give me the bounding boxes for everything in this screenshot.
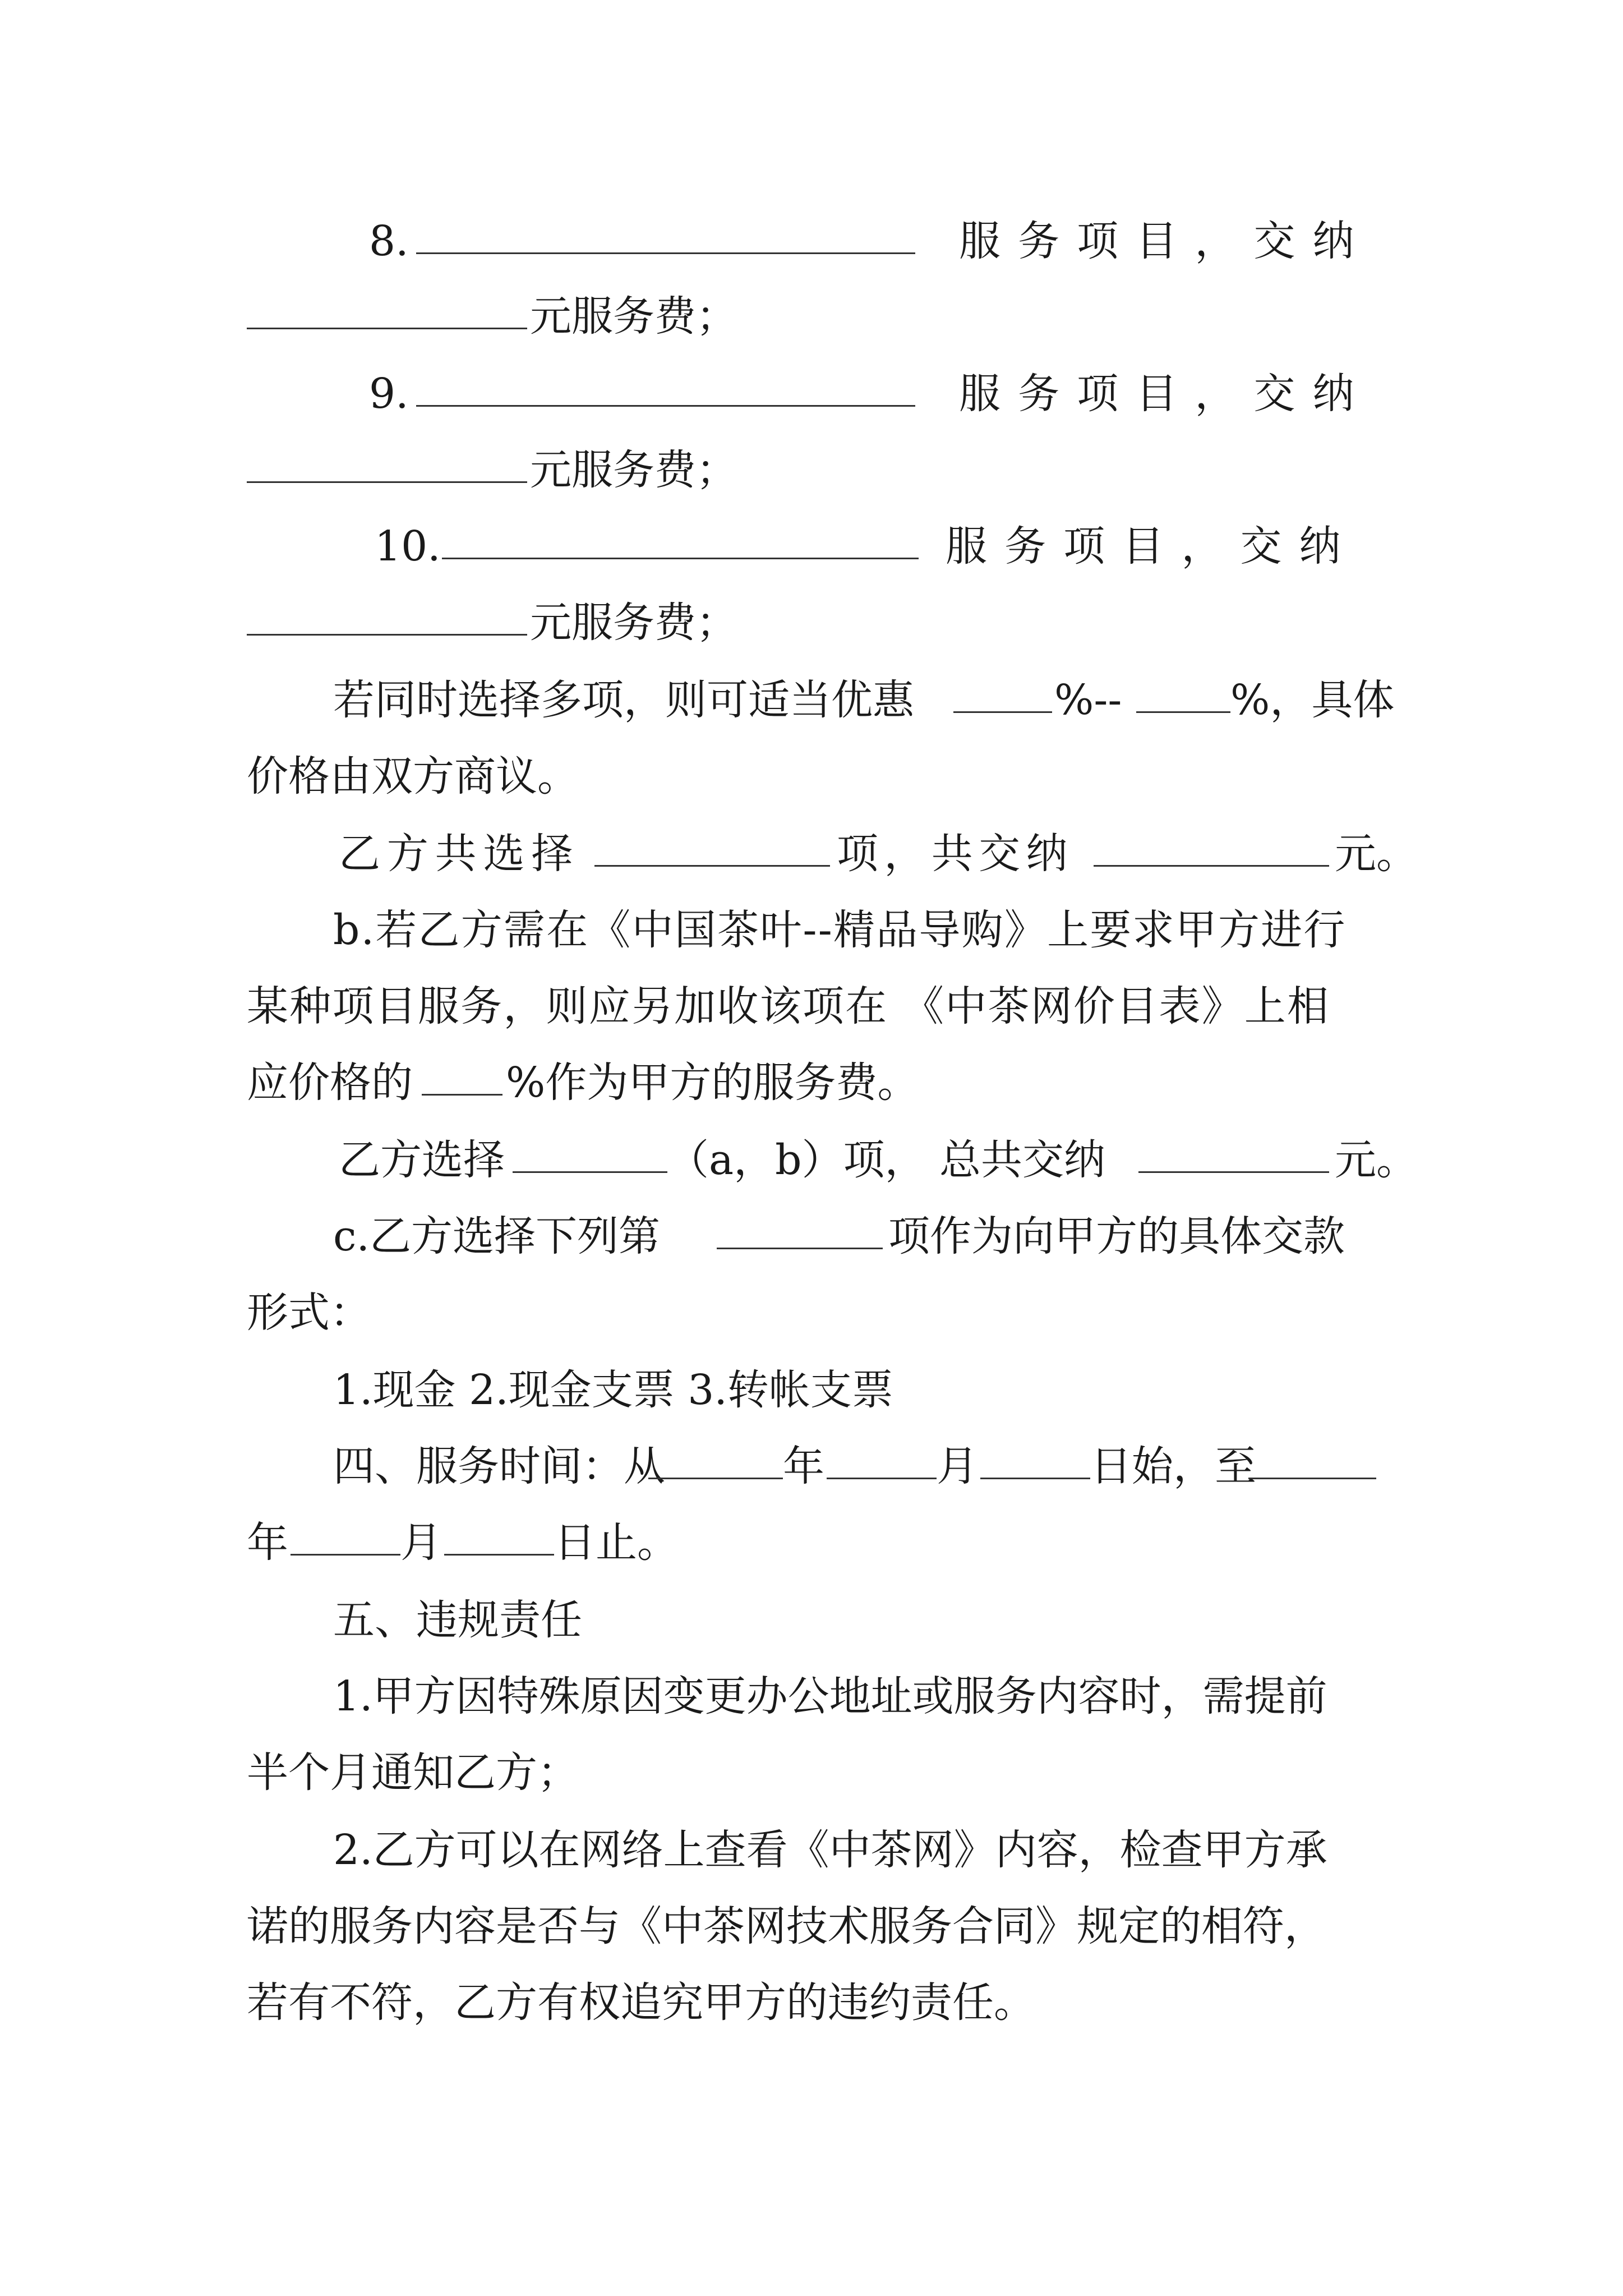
rule-1-text-b: 半个月通知乙方； [247,1749,579,1797]
discount-text-b: %-- [1054,676,1122,724]
selection-text-c: 元。 [1335,1136,1418,1184]
item-9-tail: 服务项目，交纳 [959,370,1372,418]
service-time-b: 年 [783,1442,824,1490]
discount-blank-2 [1136,711,1230,713]
discount-text-a: 若同时选择多项，则可适当优惠 [333,676,914,724]
discount-text-d: 价格由双方商议。 [247,752,579,800]
rule-2-text-b: 诺的服务内容是否与《中茶网技术服务合同》规定的相符， [247,1902,1326,1950]
selection-text-b: （a，b）项， 总共交纳 [667,1136,1106,1184]
clause-c-blank [717,1248,883,1249]
item-8-number: 8. [369,217,409,265]
selection-text-a: 乙方选择 [339,1136,505,1184]
service-time-d: 日始，至 [1090,1442,1256,1490]
service-time-a: 四、服务时间：从 [333,1442,665,1490]
item-8-fee: 元服务费； [530,292,737,341]
service-time-g: 日止。 [554,1519,679,1567]
clause-b-text-1: b.若乙方需在《中国茶叶--精品导购》上要求甲方进行 [333,906,1347,954]
item-10-fee-blank [247,634,527,636]
total-text-b: 项，共交纳 [837,830,1073,878]
service-time-f: 月 [400,1519,442,1567]
item-8-blank [416,252,915,254]
service-time-blank-2 [827,1478,937,1479]
item-9-blank [416,405,915,407]
clause-b-text-3b: %作为甲方的服务费。 [506,1059,919,1107]
item-9-number: 9. [369,370,409,418]
total-text-a: 乙方共选择 [339,830,580,878]
service-time-blank-4 [1248,1478,1376,1479]
selection-blank-2 [1138,1171,1329,1173]
item-8-fee-blank [247,328,527,329]
clause-c-text-1a: c.乙方选择下列第 [333,1212,660,1260]
item-10-number: 10. [375,522,441,570]
item-10-blank [442,558,919,559]
rule-2-text-c: 若有不符，乙方有权追究甲方的违约责任。 [247,1978,1035,2027]
clause-c-text-2: 形式： [247,1289,371,1337]
item-8-tail: 服务项目，交纳 [959,217,1372,265]
item-10-tail: 服务项目，交纳 [946,522,1358,570]
clause-b-text-3a: 应价格的 [247,1059,413,1107]
item-9-fee: 元服务费； [530,446,737,494]
service-time-c: 月 [937,1442,978,1490]
service-time-blank-5 [291,1554,400,1556]
discount-blank-1 [953,711,1052,713]
rule-1-text-a: 1.甲方因特殊原因变更办公地址或服务内容时，需提前 [333,1672,1327,1720]
service-time-blank-1 [648,1478,783,1479]
service-time-e: 年 [247,1519,288,1567]
discount-text-c: %，具体 [1230,676,1395,724]
payment-methods: 1.现金 2.现金支票 3.转帐支票 [333,1366,893,1414]
item-10-fee: 元服务费； [530,599,737,647]
clause-b-blank [422,1094,502,1096]
total-blank-1 [594,865,830,867]
service-time-blank-3 [980,1478,1090,1479]
rule-2-text-a: 2.乙方可以在网络上查看《中茶网》内容，检查甲方承 [333,1826,1327,1874]
total-text-c: 元。 [1335,830,1418,878]
selection-blank-1 [513,1171,667,1173]
clause-b-text-2: 某种项目服务，则应另加收该项在 《中茶网价目表》上相 [247,982,1330,1030]
clause-c-text-1b: 项作为向甲方的具体交款 [888,1212,1345,1260]
total-blank-2 [1094,865,1329,867]
service-time-blank-6 [444,1554,554,1556]
section-5-heading: 五、违规责任 [333,1596,582,1644]
item-9-fee-blank [247,481,527,483]
